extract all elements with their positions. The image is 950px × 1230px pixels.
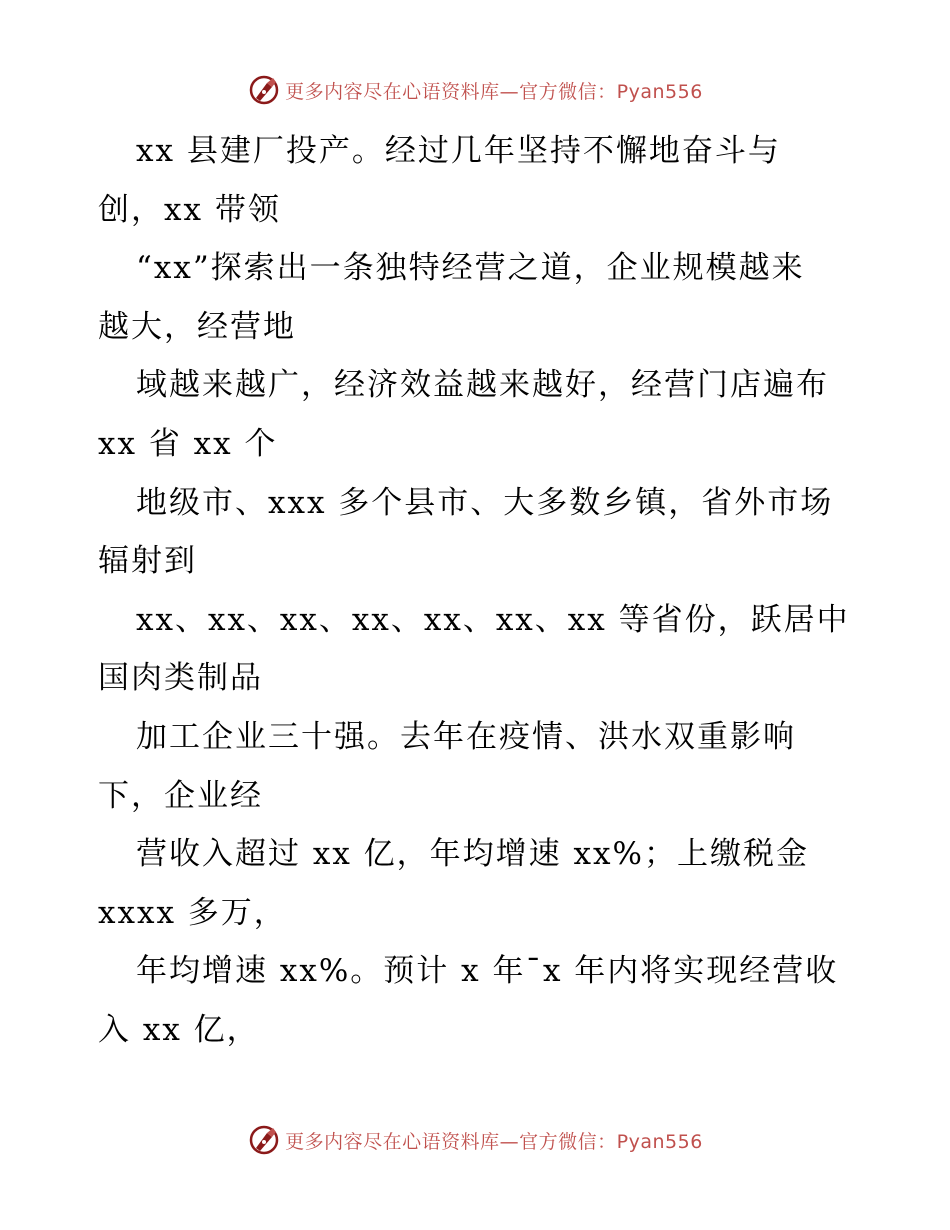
body-line: xx 省 xx 个 (98, 425, 278, 462)
body-line: 越大，经营地 (98, 308, 296, 345)
body-line: 辐射到 (98, 543, 197, 580)
pen-nib-logo-icon (247, 1123, 281, 1157)
body-line: xx、xx、xx、xx、xx、xx、xx 等省份，跃居中 (136, 601, 850, 638)
body-line: 加工企业三十强。去年在疫情、洪水双重影响 (136, 718, 796, 755)
body-line: 年均增速 xx%。预计 x 年¯x 年内将实现经营收 (136, 953, 839, 990)
body-line: 地级市、xxx 多个县市、大多数乡镇，省外市场 (136, 484, 834, 521)
footer-banner (0, 1120, 950, 1160)
body-line: xxxx 多万， (98, 894, 287, 931)
body-line: “xx”探索出一条独特经营之道，企业规模越来 (136, 250, 805, 287)
body-line: 下，企业经 (98, 777, 263, 814)
body-line: 国肉类制品 (98, 660, 263, 697)
body-line: 域越来越广，经济效益越来越好，经营门店遍布 (136, 367, 829, 404)
pen-nib-logo-icon (247, 73, 281, 107)
body-line: 营收入超过 xx 亿，年均增速 xx%；上缴税金 (136, 836, 809, 873)
footer-banner-text: 更多内容尽在心语资料库—官方微信：Pyan556 (285, 1130, 703, 1153)
body-line: xx 县建厂投产。经过几年坚持不懈地奋斗与 (136, 133, 781, 169)
document-body (98, 122, 858, 1060)
body-line: 创，xx 带领 (98, 191, 281, 228)
header-banner (0, 70, 950, 110)
header-banner-text: 更多内容尽在心语资料库—官方微信：Pyan556 (285, 80, 703, 103)
body-line: 入 xx 亿， (98, 1011, 260, 1048)
